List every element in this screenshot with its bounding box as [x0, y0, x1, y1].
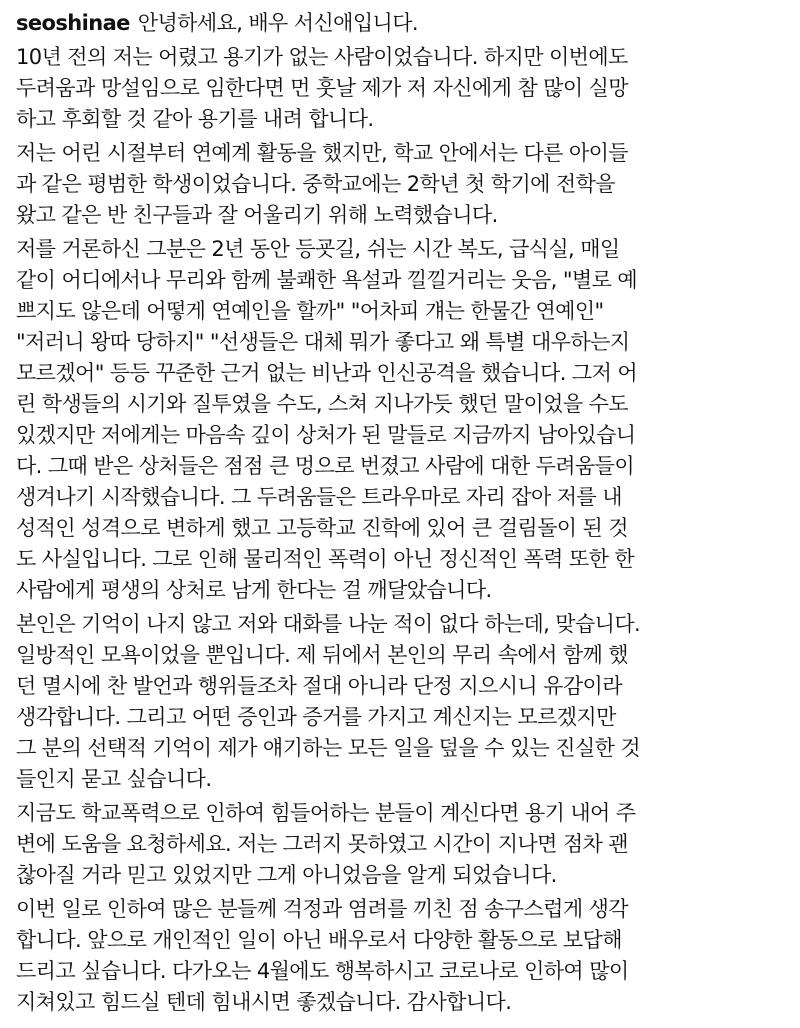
- caption-line: 찮아질 거라 믿고 있었지만 그게 아니었음을 알게 되었습니다.: [16, 863, 557, 887]
- caption-line: 그 분의 선택적 기억이 제가 얘기하는 모든 일을 덮을 수 있는 진실한 것: [16, 736, 641, 760]
- caption-line: 이번 일로 인하여 많은 분들께 걱정과 염려를 끼친 점 송구스럽게 생각: [16, 897, 628, 921]
- caption-line: 생각합니다. 그리고 어떤 증인과 증거를 가지고 계신지는 모르겠지만: [16, 705, 616, 729]
- caption-line: 지쳐있고 힘드실 텐데 힘내시면 좋겠습니다. 감사합니다.: [16, 990, 512, 1014]
- caption-line: 같이 어디에서나 무리와 함께 불쾌한 욕설과 낄낄거리는 웃음, "별로 예: [16, 268, 638, 292]
- caption-body: [16, 39, 790, 1018]
- caption-line: 10년 전의 저는 어렸고 용기가 없는 사람이었습니다. 하지만 이번에도: [16, 45, 628, 69]
- caption-line: 변에 도움을 요청하세요. 저는 그러지 못하였고 시간이 지나면 점차 괜: [16, 832, 628, 856]
- caption-line: 모르겠어" 등등 꾸준한 근거 없는 비난과 인신공격을 했습니다. 그저 어: [16, 361, 638, 385]
- caption-line: 두려움과 망설임으로 임한다면 먼 훗날 제가 저 자신에게 참 많이 실망: [16, 76, 628, 100]
- caption-line: 지금도 학교폭력으로 인하여 힘들어하는 분들이 계신다면 용기 내어 주: [16, 801, 636, 825]
- username-link[interactable]: seoshinae: [16, 11, 130, 35]
- caption-line: 일방적인 모욕이었을 뿐입니다. 제 뒤에서 본인의 무리 속에서 함께 했: [16, 643, 628, 667]
- caption-header-text: 안녕하세요, 배우 서신애입니다.: [137, 11, 418, 35]
- caption-header-line: [16, 8, 790, 39]
- caption-line: 왔고 같은 반 친구들과 잘 어울리기 위해 노력했습니다.: [16, 203, 498, 227]
- caption-line: 합니다. 앞으로 개인적인 일이 아닌 배우로서 다양한 활동으로 보답해: [16, 928, 622, 952]
- caption-paragraph: [16, 894, 790, 1018]
- caption-paragraph: [16, 609, 790, 795]
- caption-line: 다. 그때 받은 상처들은 점점 큰 멍으로 번졌고 사람에 대한 두려움들이: [16, 454, 635, 478]
- caption-line: 던 멸시에 찬 발언과 행위들조차 절대 아니라 단정 지으시니 유감이라: [16, 674, 622, 698]
- caption-line: 성적인 성격으로 변하게 했고 고등학교 진학에 있어 큰 걸림돌이 된 것: [16, 516, 628, 540]
- caption-line: 본인은 기억이 나지 않고 저와 대화를 나눈 적이 없다 하는데, 맞습니다.: [16, 612, 641, 636]
- caption-line: 들인지 묻고 싶습니다.: [16, 767, 212, 791]
- caption-line: 사람에게 평생의 상처로 남게 한다는 걸 깨달았습니다.: [16, 578, 492, 602]
- caption-line: "저러니 왕따 당하지" "선생들은 대체 뭐가 좋다고 왜 특별 대우하는지: [16, 330, 630, 354]
- caption-paragraph: [16, 234, 790, 606]
- caption-line: 저를 거론하신 그분은 2년 동안 등굣길, 쉬는 시간 복도, 급식실, 매일: [16, 237, 620, 261]
- caption-line: 있겠지만 저에게는 마음속 깊이 상처가 된 말들로 지금까지 남아있습니: [16, 423, 636, 447]
- caption-line: 드리고 싶습니다. 다가오는 4월에도 행복하시고 코로나로 인하여 많이: [16, 959, 629, 983]
- caption-line: 저는 어린 시절부터 연예계 활동을 했지만, 학교 안에서는 다른 아이들: [16, 141, 628, 165]
- caption-line: 쁘지도 않은데 어떻게 연예인을 할까" "어차피 걔는 한물간 연예인": [16, 299, 604, 323]
- caption-line: 생겨나기 시작했습니다. 그 두려움들은 트라우마로 자리 잡아 저를 내: [16, 485, 622, 509]
- caption-paragraph: [16, 138, 790, 231]
- caption-line: 도 사실입니다. 그로 인해 물리적인 폭력이 아닌 정신적인 폭력 또한 한: [16, 547, 635, 571]
- caption-paragraph: [16, 42, 790, 135]
- caption-paragraph: [16, 798, 790, 891]
- caption-line: 린 학생들의 시기와 질투였을 수도, 스쳐 지나가듯 했던 말이었을 수도: [16, 392, 628, 416]
- caption-line: 하고 후회할 것 같아 용기를 내려 합니다.: [16, 107, 374, 131]
- caption-line: 과 같은 평범한 학생이었습니다. 중학교에는 2학년 첫 학기에 전학을: [16, 172, 615, 196]
